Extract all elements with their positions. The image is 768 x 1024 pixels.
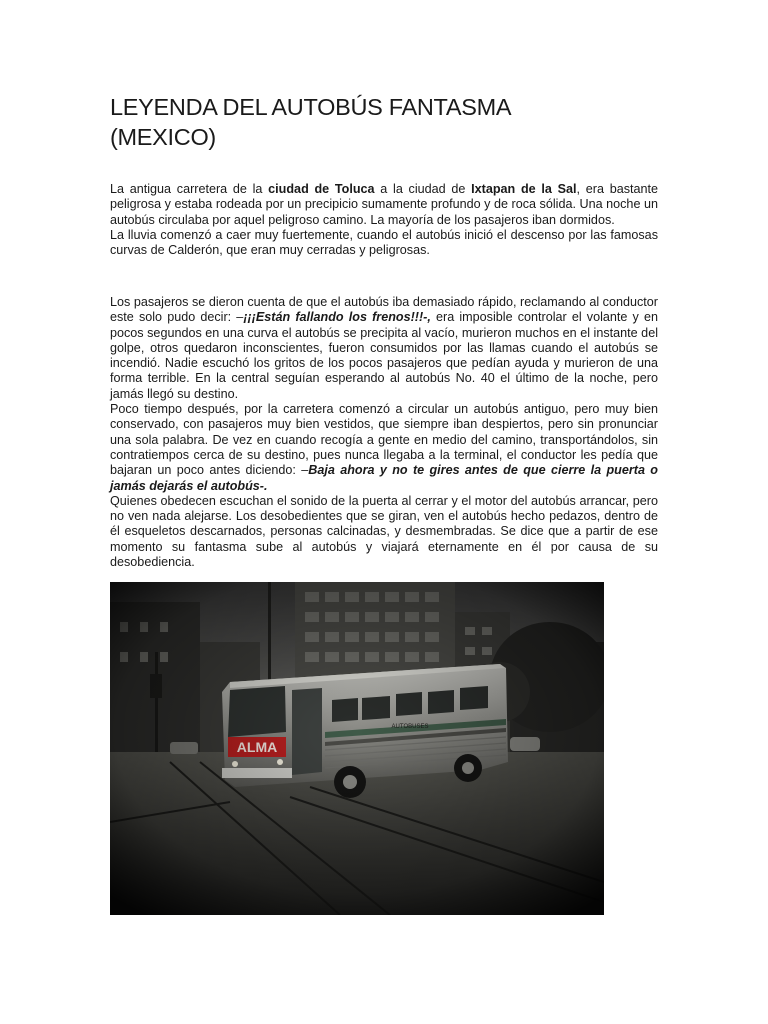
paragraph-1 (110, 182, 658, 228)
title-line-1: LEYENDA DEL AUTOBÚS FANTASMA (110, 94, 512, 120)
vignette (110, 582, 604, 915)
text-run: Poco tiempo después, por la carretera comenzó a circular un autobús antiguo, pero muy bien conservado, con pasajeros muy bien vestidos, que siempre iban despiertos, pero sin pronunciar una sola palabra. De vez en cuando recogía a gente en medio del camino, transportándolos, sin contratiempos cerca de su destino, pues nunca llegaba a la terminal, el conductor les pedía que bajaran un poco antes diciendo: – (110, 402, 658, 478)
text-run: a la ciudad de (374, 182, 472, 196)
text-run: , era bastante peligrosa y estaba rodeada por un precipicio sumamente profundo y de roca sólida. Una noche un autobús circulaba por aquel peligroso camino. La mayoría de los pasajeros iban dormidos. (110, 182, 659, 227)
paragraph-3 (110, 295, 658, 402)
text-run: La antigua carretera de la (110, 182, 269, 196)
paragraph-4 (110, 402, 658, 494)
quote-brakes: ¡¡¡Están fallando los frenos!!!-, (243, 310, 431, 325)
text-run: Los pasajeros se dieron cuenta de que el autobús iba demasiado rápido, reclamando al conductor este solo pudo decir: – (110, 295, 658, 325)
quote-driver: Baja ahora y no te gires antes de que cierre la puerta o jamás dejarás el autobús-. (110, 463, 658, 493)
paragraph-5: Quienes obedecen escuchan el sonido de la puerta al cerrar y el motor del autobús arrancar, pero no ven nada alejarse. Los desobedientes que se giran, ven el autobús hecho pedazos, dentro de él esqueletos descarnados, personas calcinadas, y desmembradas. Se dice que a partir de ese momento su fantasma sube al autobús y viajará eternamente en él por causa de su desobediencia. (110, 493, 658, 570)
body-text-block-2 (110, 295, 658, 570)
ghost-bus-photo (110, 582, 604, 915)
body-text-block-1 (110, 182, 658, 258)
page-title (110, 92, 658, 152)
bold-place-ixtapan: Ixtapan de la Sal (471, 182, 577, 196)
bold-place-toluca: ciudad de Toluca (268, 182, 375, 196)
title-line-2: (MEXICO) (110, 124, 216, 150)
paragraph-2: La lluvia comenzó a caer muy fuertemente, cuando el autobús inició el descenso por las famosas curvas de Calderón, que eran muy cerradas y peligrosas. (110, 227, 658, 258)
bus-illustration (110, 582, 604, 915)
text-run: era imposible controlar el volante y en pocos segundos en una curva el autobús se precipita al vacío, murieron muchos en el instante del golpe, otros quedaron inconscientes, fueron consumidos por las llamas cuando el autobús se incendió. Nadie escuchó los gritos de los pocos pasajeros que pedían ayuda y murieron de una forma terrible. En la central seguían esperando al autobús No. 40 el último de la noche, pero jamás llegó su destino. (110, 310, 659, 401)
